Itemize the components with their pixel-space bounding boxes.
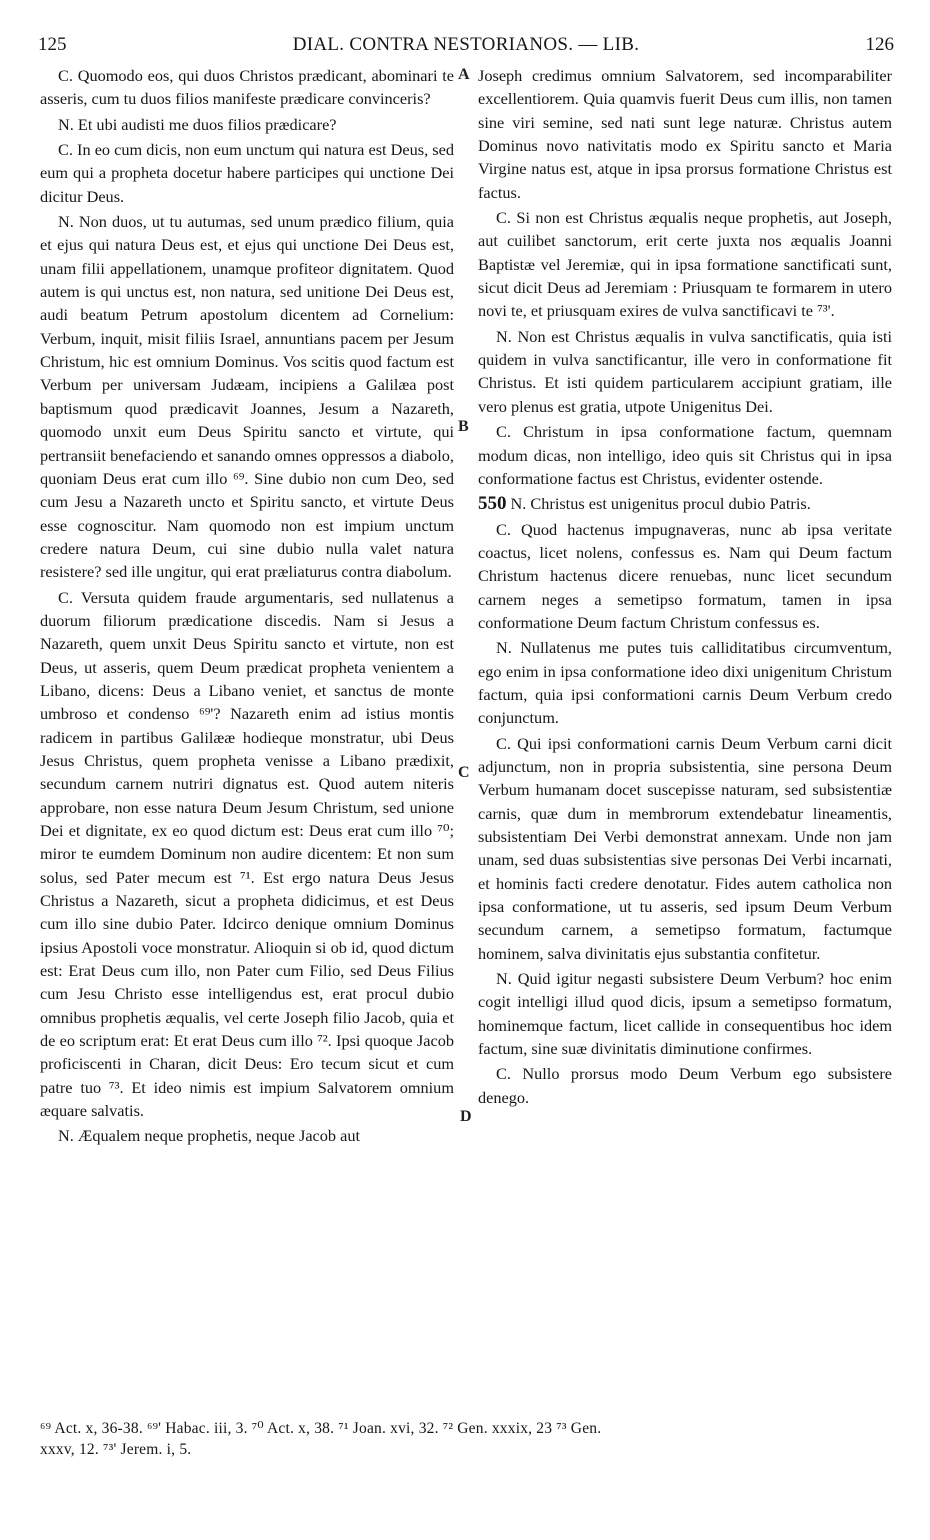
paragraph: C. Quomodo eos, qui duos Christos prædicant, abominari te asseris, cum tu duos filios manifeste prædicare convinceris? — [40, 66, 454, 109]
paragraph: N. Et ubi audisti me duos filios prædicare? — [58, 114, 337, 134]
footnote-line: xxxv, 12. ⁷³' Jerem. i, 5. — [40, 1441, 192, 1458]
page-header — [38, 34, 894, 58]
paragraph: C. Versuta quidem fraude argumentaris, sed nullatenus a duorum filiorum prædicatione discedis. Nam si Jesus a Nazareth, quem unxit Deus Spiritu sancto et virtute, non est Deus, ut asseris, quem Deum prædicat propheta venientem a Libano, dicens: Deus a Libano veniet, et sanctus de monte umbroso et condenso ⁶⁹'? Nazareth enim ad istius montis radicem in partibus Galilææ hodieque monstratur, ubi Deus Jesus Christus, quem propheta venisse a Libano prædixit, secundum carnem nutriri dignatus est. Quod autem niteris approbare, non esse natura Deum Jesum Christum, sed unione Dei et dignitate, ex eo quod dictum est: Deus erat cum illo ⁷⁰; miror te eumdem Dominum non audire dicentem: Et non sum solus, sed Pater mecum est ⁷¹. Est ergo natura Deus Jesus Christus a Nazareth, sicut a propheta didicimus, et est Deus cum illo sine dubio Pater. Idcirco denique omnium Dominus ipsius Apostoli voce monstratur. Alioquin si ob id, quod dictum est: Erat Deus cum illo, non Pater cum Filio, sed Deus Filius cum Jesu Christo esse intelligendus est, erat procul dubio omnibus prophetis æqualis, vel certe Joseph filio Jacob, quia et de eo scriptum erat: Et erat Deus cum illo ⁷². Ipsi quoque Jacob proficiscenti in Charan, dicit Deus: Ero tecum sicut et cum patre tuo ⁷³. Et ideo nimis est impium Salvatorem omnium æquare salvatis. — [40, 587, 454, 1121]
paragraph: C. Christum in ipsa conformatione factum, quemnam modum dicas, non intelligo, ideo quis sit Christus qui in ipsa conformatione factus est Christus, evidenter ostende. — [478, 422, 892, 488]
footnote-line: ⁶⁹ Act. x, 36-38. ⁶⁹' Habac. iii, 3. ⁷⁰ Act. x, 38. ⁷¹ Joan. xvi, 32. ⁷² Gen. xxxix, 23 ⁷³ Gen. — [40, 1420, 602, 1437]
margin-marker-d: D — [460, 1108, 472, 1125]
paragraph: C. Qui ipsi conformationi carnis Deum Verbum carni dicit adjunctum, non in propria subsistentia, sine persona Deum Verbum humanam docet suscepisse naturam, sed subsistentiæ carnis, quæ dum in membrorum extendebatur lineamentis, subsistentiam Dei Verbi demonstrat annexam. Unde non jam unam, sed duas subsistentias sive personas Dei Verbi incarnati, et hominis facti credere denotatur. Fides autem catholica non ipsa conformatione, ut tu asseris, sed ipsum Deum Verbum secundum carnem, a semetipso formatum, factumque hominem, salva divinitatis ejus substantia confitetur. — [478, 733, 892, 963]
paragraph: N. Non est Christus æqualis in vulva sanctificatis, quia isti quidem in vulva sanctificantur, ille vero in conformatione fit Christus. Et isti quidem particularem accipiunt gratiam, ille vero plenus est gratia, utpote Unigenitus Dei. — [478, 326, 892, 416]
left-column — [40, 64, 454, 1148]
paragraph-with-column-number — [478, 492, 892, 515]
page-number-left: 125 — [38, 34, 67, 55]
right-column — [478, 64, 892, 1109]
paragraph: N. Quid igitur negasti subsistere Deum Verbum? hoc enim cogit intelligi illud quod dicis, ipsum a semetipso formatum, hominemque factum, licet callide in consequentibus hoc idem factum, sine suæ divinitatis diminutione confirmes. — [478, 969, 892, 1059]
column-number: 550 — [478, 493, 507, 515]
paragraph: C. Si non est Christus æqualis neque prophetis, aut Joseph, aut cuilibet sanctorum, erit certe juxta nos æqualis Joanni Baptistæ vel Jeremiæ, qui in ipsa formatione sanctificati sunt, sicut dicit Deus ad Jeremiam : Priusquam te formarem in utero novi te, et priusquam exires de vulva sanctificavi te ⁷³'. — [478, 208, 892, 321]
footnotes — [40, 1418, 892, 1460]
paragraph: N. Æqualem neque prophetis, neque Jacob aut — [58, 1126, 361, 1146]
margin-marker-a: A — [458, 66, 470, 83]
margin-marker-b: B — [458, 418, 469, 435]
paragraph: C. Nullo prorsus modo Deum Verbum ego subsistere denego. — [478, 1064, 892, 1107]
paragraph: C. In eo cum dicis, non eum unctum qui natura est Deus, sed eum qui a propheta docetur habere participes qui unctione Dei dicitur Deus. — [40, 140, 454, 206]
margin-marker-c: C — [458, 764, 470, 781]
page-number-right: 126 — [865, 34, 894, 55]
running-title: DIAL. CONTRA NESTORIANOS. — LIB. — [292, 34, 640, 55]
paragraph: N. Nullatenus me putes tuis calliditatibus circumventum, ego enim in ipsa conformatione ideo dixi unigenitum Christum factum, quia ipsi conformationi carnis Deum Verbum credo conjunctum. — [478, 638, 892, 728]
paragraph-text: N. Christus est unigenitus procul dubio Patris. — [510, 494, 811, 514]
paragraph: Joseph credimus omnium Salvatorem, sed incomparabiliter excellentiorem. Quia quamvis fuerit Deus cum illis, non tamen sine viri semine, sed nati sunt lege naturæ. Christus autem Dominus novo nativitatis modo ex Spiritu sancto et Maria Virgine natus est, atque in ipsa prorsus formatione Christus est factus. — [478, 66, 892, 202]
paragraph: N. Non duos, ut tu autumas, sed unum prædico filium, quia et ejus qui natura Deus est, et ejus qui unctione Dei Deus est, unam filii appellationem, unamque profiteor dignitatem. Quod autem is qui unctus est, non natura, sed unitione Dei Deus est, audi beatum Petrum apostolum dicentem ad Cornelium: Verbum, inquit, misit filiis Israel, annuntians pacem per Jesum Christum, hic est omnium Dominus. Vos scitis quod factum est Verbum per universam Judæam, incipiens a Galilæa post baptismum quod prædicavit Joannes, Jesum a Nazareth, quomodo unxit eum Deus Spiritu sancto et virtute, qui pertransiit benefaciendo et sanando omnes oppressos a diabolo, quoniam Deus erat cum illo ⁶⁹. Sine dubio non cum Deo, sed cum Jesu a Nazareth uncto et Spiritu sancto, et virtute Deus esse cognoscitur. Nam quomodo non est impium unctum credere natura Deum, cui sine dubio nulla valet natura resistere? sed ille ungitur, qui erat præliaturus contra diabolum. — [40, 212, 454, 582]
paragraph: C. Quod hactenus impugnaveras, nunc ab ipsa veritate coactus, licet nolens, confessus es. Nam qui Deum factum Christum hactenus dicere renuebas, nunc licet secundum carnem neges a semetipso formatum, tamen in ipsa conformatione Deum factum Christum confessus es. — [478, 519, 892, 632]
